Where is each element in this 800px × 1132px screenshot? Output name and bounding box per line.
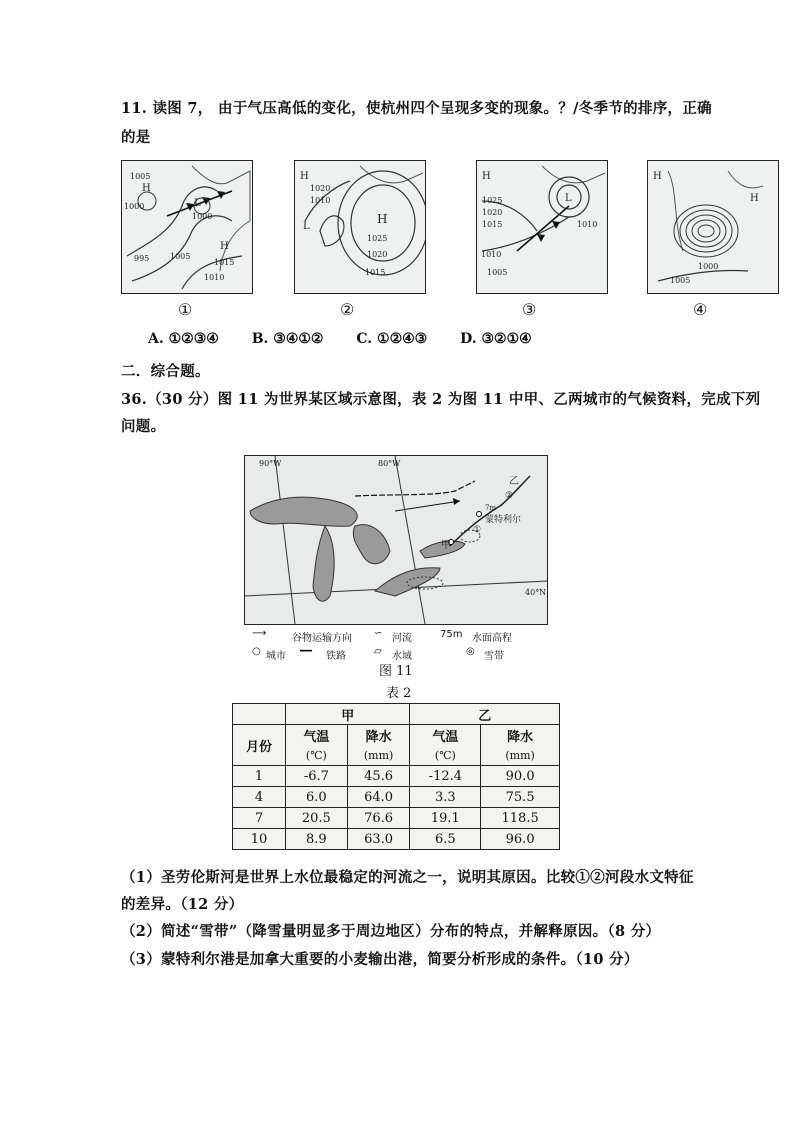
map1-label: 1010 (204, 273, 225, 282)
legend-elev-value: 75m (440, 629, 463, 640)
cell-temp-b: -12.4 (410, 766, 481, 787)
map3-label: 1005 (487, 268, 508, 277)
lon-label-80w: 80°W (378, 459, 401, 468)
map3-label: 1015 (482, 220, 503, 229)
legend-rail-icon: ━━ (300, 646, 313, 657)
table-row (233, 787, 560, 808)
map1-label: 995 (134, 254, 150, 263)
cell-month: 1 (233, 766, 286, 787)
cell-precip-b: 90.0 (481, 766, 560, 787)
map2-label: H (300, 171, 309, 182)
map3-label: 1020 (482, 208, 503, 217)
q36-line2: 问题。 (121, 418, 166, 435)
table-header-month: 月份 (233, 725, 286, 766)
segment-label-2: ② (505, 491, 514, 501)
legend-water-label: 水域 (392, 651, 412, 662)
segment-label-1: ① (473, 525, 482, 535)
table-header-temp-a: 气温 (286, 725, 348, 746)
table-unit-precip-a: (mm) (347, 745, 410, 766)
table-row (233, 829, 560, 850)
legend-city-icon: ○ (252, 646, 261, 657)
map2-label: H (377, 212, 388, 226)
table-header-city-b: 乙 (410, 704, 560, 725)
legend-snow-label: 雪带 (484, 651, 504, 662)
map2-label: 1010 (310, 196, 331, 205)
city-label-yi: 乙 (509, 476, 519, 487)
sub-question-1b: 的差异。（12 分） (121, 896, 244, 913)
map1-label: H (142, 183, 151, 194)
weather-map-4 (647, 160, 779, 294)
legend-snow-icon: ◎ (466, 646, 475, 657)
sub-question-1a: （1）圣劳伦斯河是世界上水位最稳定的河流之一，说明其原因。比较①②河段水文特征 (121, 869, 694, 886)
map-legend (252, 628, 552, 664)
table-row (233, 808, 560, 829)
weather-map-3 (476, 160, 608, 294)
choice-c: C. ①②④③ (356, 331, 428, 347)
table-unit-precip-b: (mm) (481, 745, 560, 766)
cell-precip-b: 75.5 (481, 787, 560, 808)
figure-caption: 图 11 (379, 664, 413, 679)
q11-line2: 的是 (121, 129, 151, 146)
cell-temp-a: 8.9 (286, 829, 348, 850)
climate-table (232, 703, 560, 850)
map3-label: 1025 (482, 196, 503, 205)
cell-precip-a: 45.6 (347, 766, 410, 787)
weather-map-1 (121, 160, 253, 294)
map3-label: H (482, 171, 491, 182)
city-label-montreal: 蒙特利尔 (485, 515, 522, 525)
cell-month: 10 (233, 829, 286, 850)
map4-label: H (750, 193, 759, 204)
map1-label: 1000 (192, 212, 213, 221)
sub-question-3: （3）蒙特利尔港是加拿大重要的小麦输出港，简要分析形成的条件。（10 分） (121, 951, 639, 968)
map4-number: ④ (693, 300, 708, 319)
city-label-jia: 甲 (441, 540, 451, 551)
map4-label: H (653, 171, 662, 182)
table-header-precip-a: 降水 (347, 725, 410, 746)
cell-precip-a: 64.0 (347, 787, 410, 808)
map2-label: 1020 (310, 184, 331, 193)
map2-label: 1020 (367, 250, 388, 259)
cell-precip-a: 63.0 (347, 829, 410, 850)
cell-temp-a: 6.0 (286, 787, 348, 808)
table-header-precip-b: 降水 (481, 725, 560, 746)
map2-label: 1015 (365, 268, 386, 277)
cell-temp-b: 3.3 (410, 787, 481, 808)
map4-label: 1000 (698, 262, 719, 271)
choice-b: B. ③④①② (251, 331, 324, 347)
q11-line1: 11. 读图 7， 由于气压高低的变化，使杭州四个呈现多变的现象。？/冬季节的排序，正确 (121, 100, 712, 117)
sub-question-2: （2）简述“雪带”（降雪量明显多于周边地区）分布的特点，并解释原因。（8 分） (121, 923, 661, 940)
legend-river-label: 河流 (392, 633, 412, 644)
weather-map-2 (294, 160, 426, 294)
cell-month: 4 (233, 787, 286, 808)
map1-label: L (194, 198, 201, 209)
map1-label: H (220, 241, 229, 252)
q36-line1: 36.（30 分）图 11 为世界某区域示意图，表 2 为图 11 中甲、乙两城市的气候资料，完成下列 (121, 391, 761, 408)
lon-label-90w: 90°W (259, 459, 282, 468)
table-unit-temp-b: (℃) (410, 745, 481, 766)
legend-arrow-icon: ⟶ (252, 628, 267, 639)
choice-d: D. ③②①④ (460, 331, 532, 347)
choice-a: A. ①②③④ (148, 331, 219, 347)
legend-arrow-label: 谷物运输方向 (292, 633, 352, 644)
map3-label: 1010 (481, 250, 502, 259)
table-unit-temp-a: (℃) (286, 745, 348, 766)
cell-precip-b: 118.5 (481, 808, 560, 829)
map4-label: 1005 (670, 276, 691, 285)
map1-label: 1000 (124, 202, 145, 211)
table-row (233, 766, 560, 787)
cell-temp-b: 19.1 (410, 808, 481, 829)
legend-river-icon: ∽ (374, 628, 383, 639)
map2-label: L (303, 221, 310, 232)
table-header-city-a: 甲 (286, 704, 410, 725)
lat-label-40n: 40°N (525, 588, 547, 597)
map2-number: ② (340, 300, 355, 319)
map1-number: ① (178, 300, 193, 319)
map1-label: 1015 (214, 258, 235, 267)
region-map (244, 455, 548, 625)
cell-month: 7 (233, 808, 286, 829)
cell-temp-b: 6.5 (410, 829, 481, 850)
q11-choices (148, 331, 560, 347)
table-header-blank (233, 704, 286, 725)
cell-temp-a: -6.7 (286, 766, 348, 787)
map1-label: 1005 (130, 172, 151, 181)
legend-city-label: 城市 (266, 651, 286, 662)
map2-label: 1025 (367, 234, 388, 243)
elevation-label: 7m (485, 504, 497, 512)
cell-temp-a: 20.5 (286, 808, 348, 829)
legend-elev-label: 水面高程 (472, 633, 512, 644)
table-caption: 表 2 (386, 686, 412, 701)
section-heading: 二．综合题。 (121, 363, 210, 380)
legend-water-icon: ▱ (374, 646, 382, 657)
table-header-temp-b: 气温 (410, 725, 481, 746)
map3-label: L (565, 193, 572, 204)
map1-label: 1005 (170, 252, 191, 261)
map3-label: 1010 (577, 220, 598, 229)
legend-rail-label: 铁路 (326, 651, 346, 662)
map3-number: ③ (522, 300, 537, 319)
cell-precip-b: 96.0 (481, 829, 560, 850)
cell-precip-a: 76.6 (347, 808, 410, 829)
